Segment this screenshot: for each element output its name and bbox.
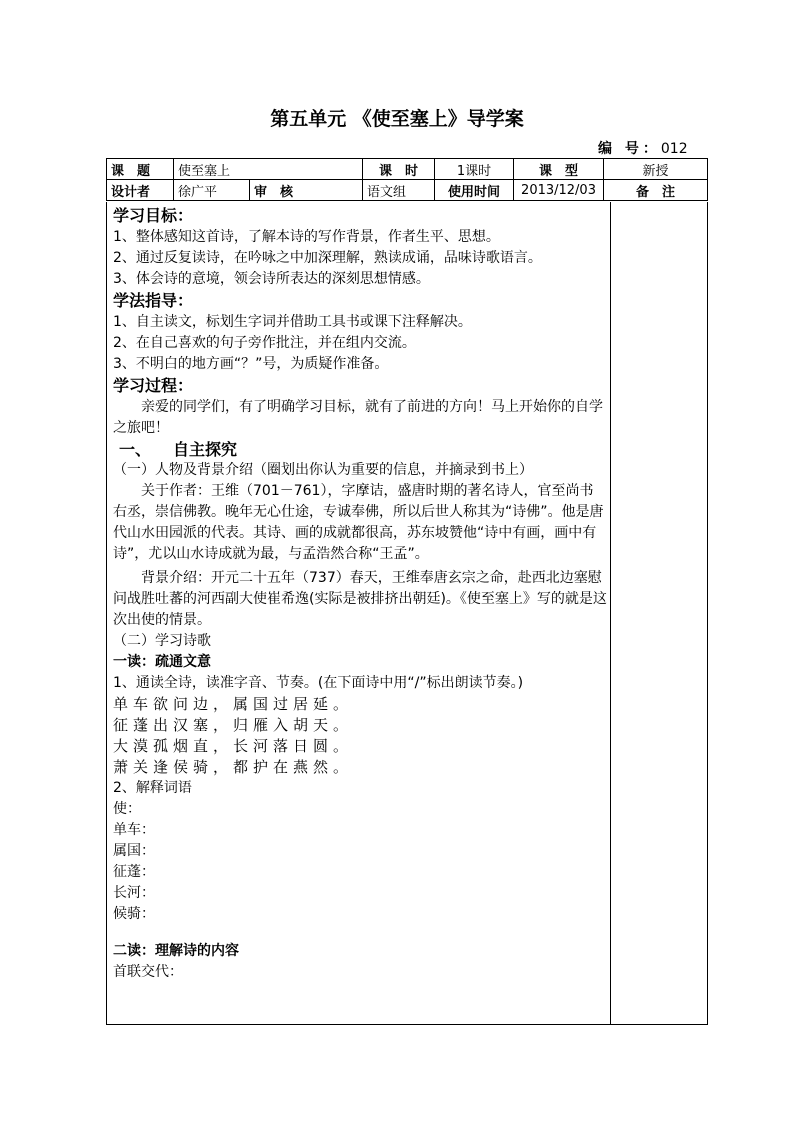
header-row-1 [107,159,708,180]
designer-label: 设计者 [107,180,174,201]
date-value: 2013/12/03 [514,180,604,201]
topic-value: 使至塞上 [174,159,363,180]
methods-heading: 学法指导： [113,291,194,310]
document-number [598,138,688,158]
part2-title: （二）学习诗歌 [113,633,211,649]
notes-column-divider [610,202,611,1024]
header-table [106,158,708,201]
read1-title: 一读：疏通文意 [113,654,211,670]
document-number-value: 012 [660,141,688,157]
goal-item: 3、体会诗的意境，领会诗所表达的深刻思想情感。 [113,271,430,287]
lesson-content [113,205,607,983]
vocab-item: 使： [113,801,141,817]
method-item: 3、不明白的地方画“？”号，为质疑作准备。 [113,356,389,372]
vocab-item: 征蓬： [113,864,155,880]
poem-line: 萧关逢侯骑，都护在燕然。 [113,758,354,776]
designer-value: 徐广平 [174,180,250,201]
notes-label: 备 注 [604,180,708,201]
author-paragraph: 关于作者：王维（701－761），字摩诘，盛唐时期的著名诗人，官至尚书右丞，崇信佛教。晚年无心仕途，专诚奉佛，所以后世人称其为“诗佛”。他是唐代山水田园派的代表。其诗、画的成就都很高，苏东坡赞他“诗中有画，画中有诗”，尤以山水诗成就为最，与孟浩然合称“王孟”。 [113,483,604,562]
type-label: 课 型 [514,159,604,180]
section-heading [113,439,607,460]
section-number: 一、 [119,440,152,459]
review-label: 审 核 [250,180,363,201]
vocab-item: 候骑： [113,906,155,922]
document-number-label: 编 号： [598,141,661,157]
read2-item: 首联交代： [113,964,183,980]
read2-title: 二读：理解诗的内容 [113,943,239,959]
section-title: 自主探究 [173,440,238,459]
goals-heading: 学习目标： [113,206,194,225]
page-title: 第五单元 《使至塞上》导学案 [270,108,524,130]
process-heading: 学习过程： [113,376,194,395]
poem-line: 征蓬出汉塞，归雁入胡天。 [113,716,354,734]
goal-item: 1、整体感知这首诗，了解本诗的写作背景，作者生平、思想。 [113,229,500,245]
type-value: 新授 [604,159,708,180]
hours-value: 1课时 [435,159,514,180]
vocab-item: 属国： [113,843,155,859]
read1-task: 1、通读全诗，读准字音、节奏。(在下面诗中用“/”标出朗读节奏。) [113,675,524,691]
part1-title: （一）人物及背景介绍（圈划出你认为重要的信息，并摘录到书上） [113,462,533,478]
method-item: 1、自主读文，标划生字词并借助工具书或课下注释解决。 [113,314,472,330]
vocab-item: 单车： [113,822,155,838]
topic-label: 课 题 [107,159,174,180]
spacer [113,925,607,941]
goal-item: 2、通过反复读诗，在吟咏之中加深理解，熟读成诵，品味诗歌语言。 [113,250,542,266]
method-item: 2、在自己喜欢的句子旁作批注，并在组内交流。 [113,335,416,351]
vocab-task: 2、解释词语 [113,780,192,796]
background-paragraph: 背景介绍：开元二十五年（737）春天，王维奉唐玄宗之命，赴西北边塞慰问战胜吐蕃的河西副大使崔希逸(实际是被排挤出朝廷)。《使至塞上》写的就是这次出使的情景。 [113,570,607,628]
vocab-item: 长河： [113,885,155,901]
date-label: 使用时间 [435,180,514,201]
process-intro: 亲爱的同学们，有了明确学习目标，就有了前进的方向！马上开始你的自学之旅吧！ [113,399,603,436]
review-value: 语文组 [363,180,435,201]
hours-label: 课 时 [363,159,435,180]
poem-line: 大漠孤烟直，长河落日圆。 [113,737,354,755]
header-row-2 [107,180,708,201]
poem-line: 单车欲问边，属国过居延。 [113,695,354,713]
